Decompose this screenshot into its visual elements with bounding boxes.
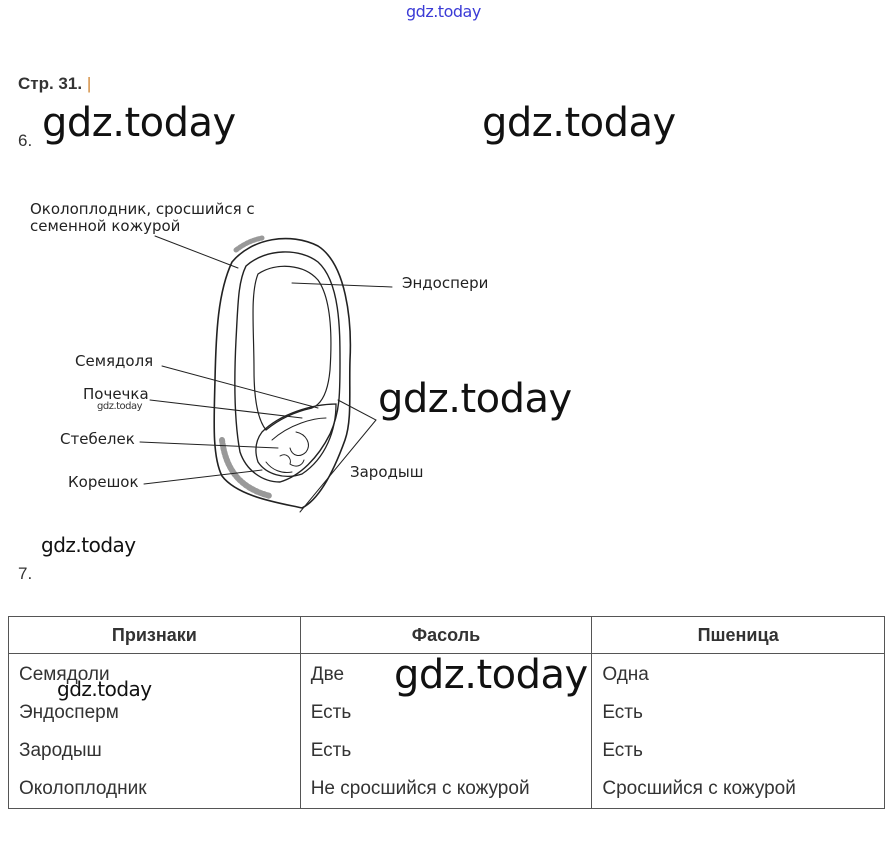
table-cell: Две (300, 654, 592, 695)
table-cell: Не сросшийся с кожурой (300, 770, 592, 809)
watermark-small: gdz.today (97, 401, 143, 412)
comparison-table (8, 616, 885, 809)
header-bean: Фасоль (300, 617, 592, 654)
label-bud: Почечка (83, 385, 149, 403)
table-cell: Есть (300, 732, 592, 770)
label-embryo: Зародыш (350, 463, 424, 481)
table-cell: Есть (300, 694, 592, 732)
label-pericarp-line2: семенной кожурой (30, 217, 181, 235)
table-row (9, 732, 885, 770)
watermark-1: gdz.today (42, 100, 236, 146)
task-6-number: 6. (18, 131, 33, 150)
table-header-row (9, 617, 885, 654)
watermark-3: gdz.today (378, 376, 572, 422)
table-cell: Одна (592, 654, 885, 695)
watermark-2: gdz.today (482, 100, 676, 146)
table-cell: Семядоли (9, 654, 301, 695)
header-features: Признаки (9, 617, 301, 654)
table-cell: Есть (592, 732, 885, 770)
page-ref-mark: | (86, 74, 92, 93)
top-watermark: gdz.today (406, 2, 481, 21)
table-cell: Есть (592, 694, 885, 732)
label-cotyledon: Семядоля (75, 352, 154, 370)
watermark-6: gdz.today (394, 652, 588, 698)
label-pericarp-line1: Околоплодник, сросшийся с (30, 200, 255, 218)
label-endosperm: Эндоспери (402, 274, 489, 292)
table-cell: Эндосперм (9, 694, 301, 732)
watermark-4: gdz.today (41, 533, 136, 557)
watermark-5: gdz.today (57, 677, 152, 701)
table-cell: Зародыш (9, 732, 301, 770)
header-wheat: Пшеница (592, 617, 885, 654)
task-7-number: 7. (18, 564, 33, 583)
label-stem: Стебелек (60, 430, 135, 448)
label-root: Корешок (68, 473, 139, 491)
table-row (9, 770, 885, 809)
table-cell: Сросшийся с кожурой (592, 770, 885, 809)
page-ref-text: Стр. 31. (18, 74, 83, 93)
table-cell: Околоплодник (9, 770, 301, 809)
